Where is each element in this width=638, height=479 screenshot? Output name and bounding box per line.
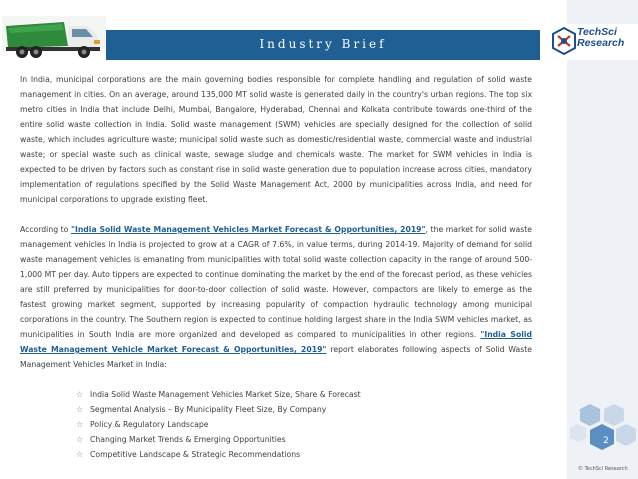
paragraph-text: report elaborates following aspects of Solid Waste Management Vehicles Market in India:	[20, 345, 532, 369]
list-item-text: Changing Market Trends & Emerging Opportunities	[90, 435, 286, 444]
star-outline-icon: ☆	[76, 390, 84, 399]
list-item-text: Competitive Landscape & Strategic Recommendations	[90, 450, 301, 459]
star-outline-icon: ☆	[76, 450, 84, 459]
paragraph-intro: In India, municipal corporations are the main governing bodies responsible for complete handling and regulation of solid waste management in cities. On an average, around 135,000 MT solid waste is generated daily in the country's urban regions. The top six metro cities in India that include Delhi, Mumbai, Bangalore, Hyderabad, Chennai and Kolkata contribute towards one-third of the entire solid waste collection in India. Solid waste management (SWM) vehicles are specially designed for the collection of solid waste, which includes agriculture waste; municipal solid waste such as domestic/residential waste, commercial waste and industrial waste; or special waste such as clinical waste, sewage sludge and chemicals waste. The market for SWM vehicles in India is expected to be driven by factors such as constant rise in solid waste generation due to population increase across cities, mandatory implementation of regulations specified by the Solid Waste Management Act, 2000 by municipalities across India, and need for municipal corporations to upgrade existing fleet.	[20, 75, 532, 204]
copyright-notice: © TechSci Research	[578, 466, 628, 472]
techsci-logo-icon	[552, 27, 576, 55]
hexagon-decoration	[570, 402, 638, 464]
paragraph-text: According to	[20, 225, 71, 234]
list-item-text: India Solid Waste Management Vehicles Market Size, Share & Forecast	[90, 390, 361, 399]
paragraph-text: , the market for solid waste management vehicles in India is projected to grow at a CAGR of 7.6%, in value terms, during 2014-19. Majority of demand for solid waste management vehicles is emanating from municipalities with total solid waste collection capacity in the range of around 500-1,000 MT per day. Auto tippers are expected to continue dominating the market by the end of the forecast period, as these vehicles are still preferred by municipalities for door-to-door collection of solid waste. However, compactors are likely to emerge as the fastest growing market segment, supported by increasing popularity of compaction hydraulic technology among municipal corporations in the country. The Southern region is expected to continue holding largest share in the India SWM vehicles market, as municipalities in South India are more organized and developed as compared to municipalities in other regions.	[20, 225, 532, 339]
garbage-truck-icon	[2, 12, 106, 61]
main-content	[20, 72, 532, 462]
page-number: 2	[603, 436, 609, 446]
list-item	[76, 417, 532, 432]
list-item	[76, 432, 532, 447]
header-bar	[106, 30, 540, 60]
logo	[540, 24, 638, 60]
list-item-text: Policy & Regulatory Landscape	[90, 420, 209, 429]
paragraph-report	[20, 222, 532, 372]
aspects-list	[20, 387, 532, 462]
star-outline-icon: ☆	[76, 405, 84, 414]
logo-line-2: Research	[577, 37, 625, 49]
star-outline-icon: ☆	[76, 420, 84, 429]
star-outline-icon: ☆	[76, 435, 84, 444]
header-banner	[0, 0, 540, 61]
logo-text	[577, 27, 624, 49]
list-item	[76, 447, 532, 462]
page-title: Industry Brief	[259, 37, 387, 51]
report-link-2[interactable]: "India Solid Waste Management Vehicle Market Forecast & Opportunities, 2019"	[20, 330, 532, 354]
logo-line-1: TechSci	[577, 26, 617, 38]
report-link[interactable]: "India Solid Waste Management Vehicles Market Forecast & Opportunities, 2019"	[70, 225, 426, 234]
list-item	[76, 387, 532, 402]
list-item-text: Segmental Analysis – By Municipality Fleet Size, By Company	[90, 405, 327, 414]
list-item	[76, 402, 532, 417]
